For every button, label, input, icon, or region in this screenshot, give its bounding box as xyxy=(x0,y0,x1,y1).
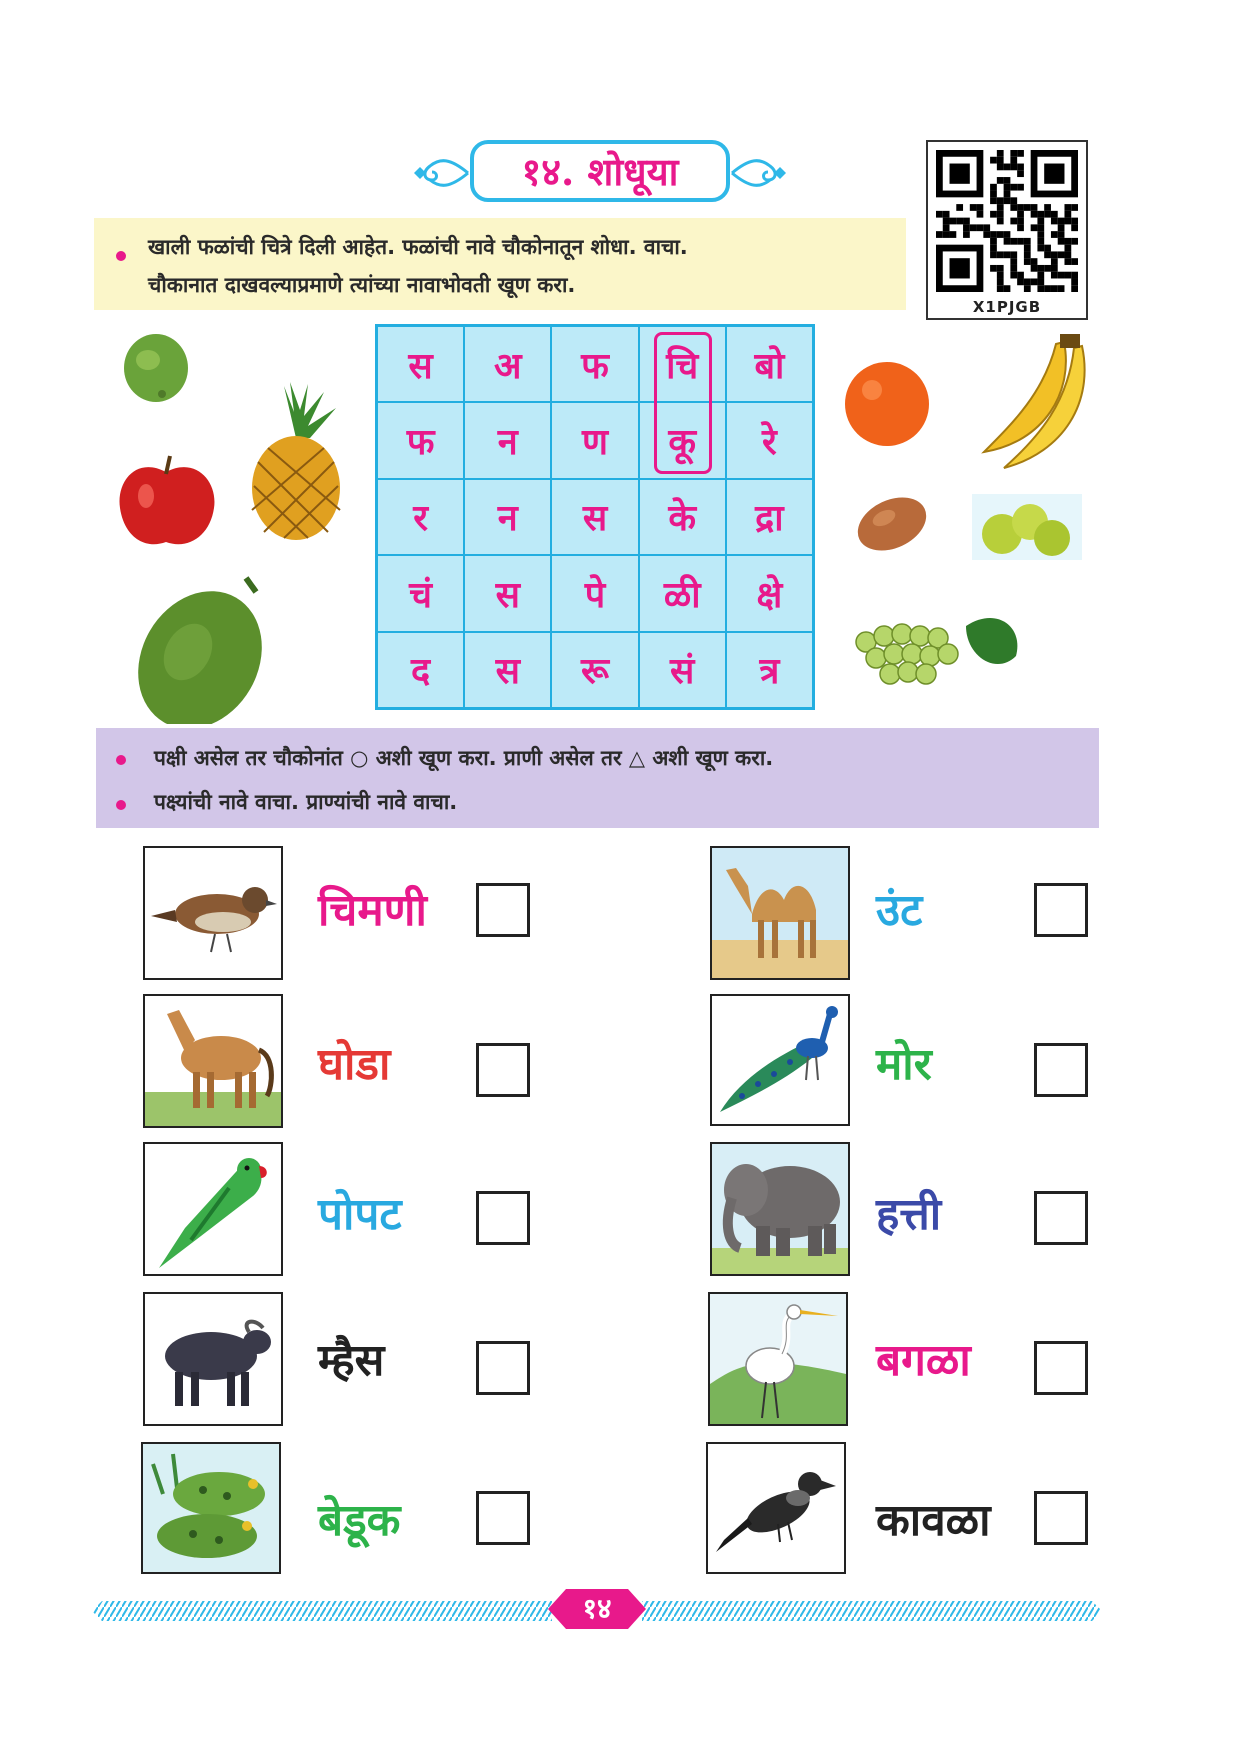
sapota-icon xyxy=(850,490,934,554)
answer-box-heron[interactable] xyxy=(1034,1341,1088,1395)
answer-box-elephant[interactable] xyxy=(1034,1191,1088,1245)
grid-cell[interactable]: स xyxy=(464,632,551,708)
answer-box-buffalo[interactable] xyxy=(476,1341,530,1395)
word-sparrow: चिमणी xyxy=(318,885,427,936)
example-highlight xyxy=(654,332,712,474)
parrot-icon xyxy=(145,1144,281,1274)
word-buffalo: म्हैस xyxy=(318,1335,385,1386)
page-title: १४. शोधूया xyxy=(470,140,730,202)
qr-code[interactable] xyxy=(926,140,1088,320)
left-flourish-icon xyxy=(410,148,470,198)
word-heron: बगळा xyxy=(876,1335,971,1386)
grid-cell[interactable]: ळी xyxy=(639,555,726,631)
grid-cell[interactable]: न xyxy=(464,479,551,555)
title-banner xyxy=(410,138,790,208)
horse-icon xyxy=(145,996,281,1126)
grid-cell[interactable]: अ xyxy=(464,326,551,402)
grid-cell[interactable]: सं xyxy=(639,632,726,708)
grid-cell[interactable]: र xyxy=(377,479,464,555)
fruit-instructions xyxy=(94,218,906,310)
answer-box-peacock[interactable] xyxy=(1034,1043,1088,1097)
grid-cell[interactable]: फ xyxy=(551,326,638,402)
page-number-badge xyxy=(548,1587,646,1631)
bullet-icon xyxy=(116,251,126,261)
qr-code-icon xyxy=(936,150,1078,292)
grid-cell[interactable]: न xyxy=(464,402,551,478)
apple-icon xyxy=(116,452,218,552)
word-horse: घोडा xyxy=(318,1039,391,1090)
qr-code-label: X1PJGB xyxy=(972,298,1042,316)
word-crow: कावळा xyxy=(876,1495,991,1546)
buffalo-picture xyxy=(143,1292,283,1426)
sparrow-icon xyxy=(145,848,281,978)
bullet-icon xyxy=(116,755,126,765)
grid-cell[interactable]: फ xyxy=(377,402,464,478)
page-number: १४ xyxy=(582,1592,612,1625)
peacock-icon xyxy=(712,996,848,1124)
buffalo-icon xyxy=(145,1294,281,1424)
peacock-picture xyxy=(710,994,850,1126)
grid-cell[interactable]: रे xyxy=(726,402,813,478)
sparrow-picture xyxy=(143,846,283,980)
camel-picture xyxy=(710,846,850,980)
animal-instructions xyxy=(96,728,1099,828)
answer-box-crow[interactable] xyxy=(1034,1491,1088,1545)
answer-box-sparrow[interactable] xyxy=(476,883,530,937)
fruit-instruction-line-2: चौकानात दाखवल्याप्रमाणे त्यांच्या नावाभोवती खूण करा. xyxy=(148,273,576,297)
grid-cell[interactable]: द्रा xyxy=(726,479,813,555)
grid-cell[interactable]: ण xyxy=(551,402,638,478)
elephant-picture xyxy=(710,1142,850,1276)
pineapple-icon xyxy=(244,382,348,542)
word-camel: उंट xyxy=(876,885,923,936)
parrot-picture xyxy=(143,1142,283,1276)
grid-cell[interactable]: पे xyxy=(551,555,638,631)
frog-icon xyxy=(143,1444,279,1572)
grid-cell[interactable]: त्र xyxy=(726,632,813,708)
frog-picture xyxy=(141,1442,281,1574)
answer-box-camel[interactable] xyxy=(1034,883,1088,937)
page-footer xyxy=(92,1592,1102,1625)
crow-picture xyxy=(706,1442,846,1574)
grapes-icon xyxy=(846,606,1026,696)
grid-cell[interactable]: चं xyxy=(377,555,464,631)
banana-icon xyxy=(964,332,1094,472)
jackfruit-icon xyxy=(128,572,278,724)
grid-cell[interactable]: कू xyxy=(639,402,726,478)
answer-box-horse[interactable] xyxy=(476,1043,530,1097)
word-elephant: हत्ती xyxy=(876,1189,942,1240)
grid-cell[interactable]: बो xyxy=(726,326,813,402)
answer-box-frog[interactable] xyxy=(476,1491,530,1545)
guava-icon xyxy=(118,326,196,406)
horse-picture xyxy=(143,994,283,1128)
word-search-grid xyxy=(375,324,815,710)
grid-cell[interactable]: स xyxy=(377,326,464,402)
grid-cell[interactable]: स xyxy=(551,479,638,555)
heron-picture xyxy=(708,1292,848,1426)
gooseberry-icon xyxy=(972,494,1082,560)
word-peacock: मोर xyxy=(876,1039,932,1090)
word-frog: बेडूक xyxy=(318,1495,401,1546)
heron-icon xyxy=(710,1294,846,1424)
grid-cell[interactable]: द xyxy=(377,632,464,708)
right-flourish-icon xyxy=(730,148,790,198)
animal-instruction-line-1: पक्षी असेल तर चौकोनांत ○ अशी खूण करा. प्राणी असेल तर △ अशी खूण करा. xyxy=(154,746,774,770)
bullet-icon xyxy=(116,800,126,810)
fruit-instruction-line-1: खाली फळांची चित्रे दिली आहेत. फळांची नावे चौकोनातून शोधा. वाचा. xyxy=(148,235,688,259)
grid-cell[interactable]: चि xyxy=(639,326,726,402)
camel-icon xyxy=(712,848,848,978)
grid-cell[interactable]: रू xyxy=(551,632,638,708)
animal-instruction-line-2: पक्ष्यांची नावे वाचा. प्राण्यांची नावे वाचा. xyxy=(154,790,458,814)
orange-icon xyxy=(842,354,932,450)
word-parrot: पोपट xyxy=(318,1189,402,1240)
elephant-icon xyxy=(712,1144,848,1274)
grid-cell[interactable]: स xyxy=(464,555,551,631)
answer-box-parrot[interactable] xyxy=(476,1191,530,1245)
grid-cell[interactable]: क्षे xyxy=(726,555,813,631)
grid-cell[interactable]: के xyxy=(639,479,726,555)
crow-icon xyxy=(708,1444,844,1572)
